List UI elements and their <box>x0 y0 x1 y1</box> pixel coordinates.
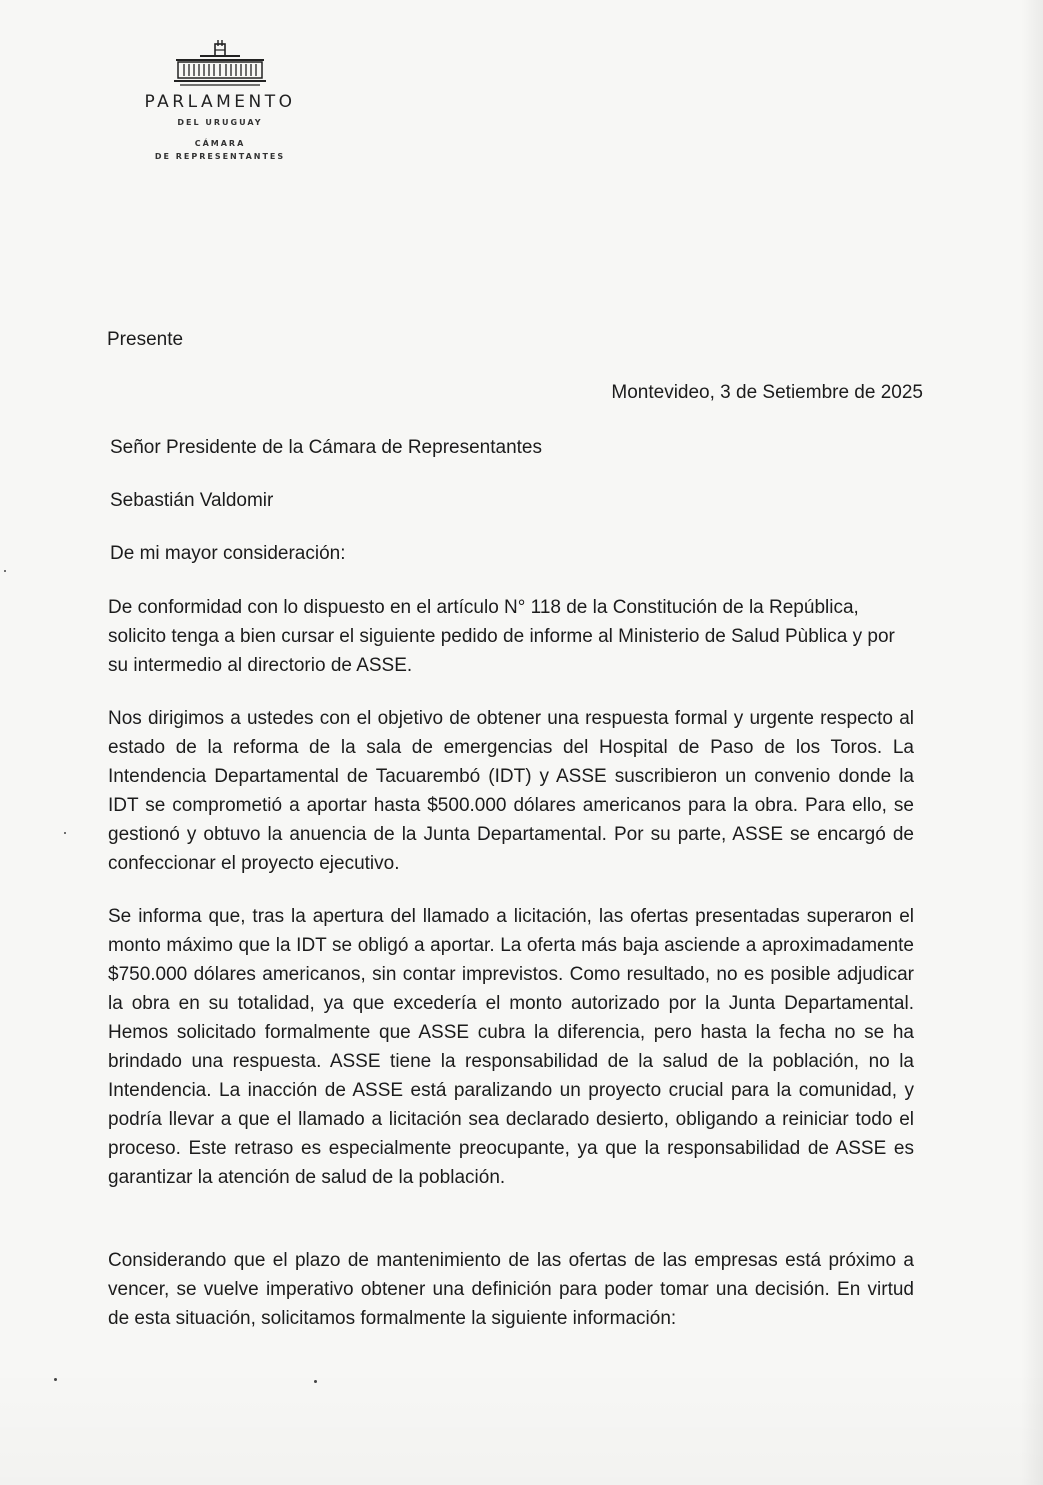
paragraph-3: Se informa que, tras la apertura del llamado a licitación, las ofertas presentadas superaron el monto máximo que la IDT se obligó a aportar. La oferta más baja asciende a aproximadamente $750.000 dólares americanos, sin contar imprevistos. Como resultado, no es posible adjudicar la obra en su totalidad, ya que excedería el monto autorizado por la Junta Departamental. Hemos solicitado formalmente que ASSE cubra la diferencia, pero hasta la fecha no se ha brindado una respuesta. ASSE tiene la responsabilidad de la salud de la población, no la Intendencia. La inacción de ASSE está paralizando un proyecto crucial para la comunidad, y podría llevar a que el llamado a licitación sea declarado desierto, obligando a reiniciar todo el proceso. Este retraso es especialmente preocupante, ya que la responsabilidad de ASSE es garantizar la atención de salud de la población. <box>108 906 914 1188</box>
addressee: Señor Presidente de la Cámara de Representantes <box>110 437 542 458</box>
letterhead-subtitle: DEL URUGUAY <box>177 118 263 127</box>
letterhead-title: PARLAMENTO <box>144 92 296 112</box>
letterhead-chamber <box>120 137 320 163</box>
paragraph-2: Nos dirigimos a ustedes con el objetivo de obtener una respuesta formal y urgente respecto al estado de la reforma de la sala de emergencias del Hospital de Paso de los Toros. La Intendencia Departamental de Tacuarembó (IDT) y ASSE suscribieron un convenio donde la IDT se comprometió a aportar hasta $500.000 dólares americanos para la obra. Para ello, se gestionó y obtuvo la anuencia de la Junta Departamental. Por su parte, ASSE se encargó de confeccionar el proyecto ejecutivo. <box>108 708 914 874</box>
paragraph-1: De conformidad con lo dispuesto en el artículo N° 118 de la Constitución de la República, solicito tenga a bien cursar el siguiente pedido de informe al Ministerio de Salud Pùblica y por su intermedio al directorio de ASSE. <box>108 597 895 676</box>
paper-shadow-bottom <box>0 1365 1043 1485</box>
addressee-name: Sebastián Valdomir <box>110 490 274 511</box>
paragraph-4: Considerando que el plazo de mantenimiento de las ofertas de las empresas está próximo a vencer, se vuelve imperativo obtener una definición para poder tomar una decisión. En virtud de esta situación, solicitamos formalmente la siguiente información: <box>108 1250 914 1329</box>
paper-speck <box>4 570 6 572</box>
letterhead <box>120 40 320 163</box>
letterhead-chamber-line2: DE REPRESENTANTES <box>154 152 286 161</box>
letter-date: Montevideo, 3 de Setiembre de 2025 <box>611 382 923 403</box>
greeting: De mi mayor consideración: <box>110 543 346 564</box>
salutation: Presente <box>107 329 184 350</box>
letterhead-chamber-line1: CÁMARA <box>194 139 246 148</box>
paper-speck <box>64 832 66 834</box>
paper-shadow-right <box>1021 0 1043 1485</box>
parliament-building-logo <box>170 40 270 88</box>
